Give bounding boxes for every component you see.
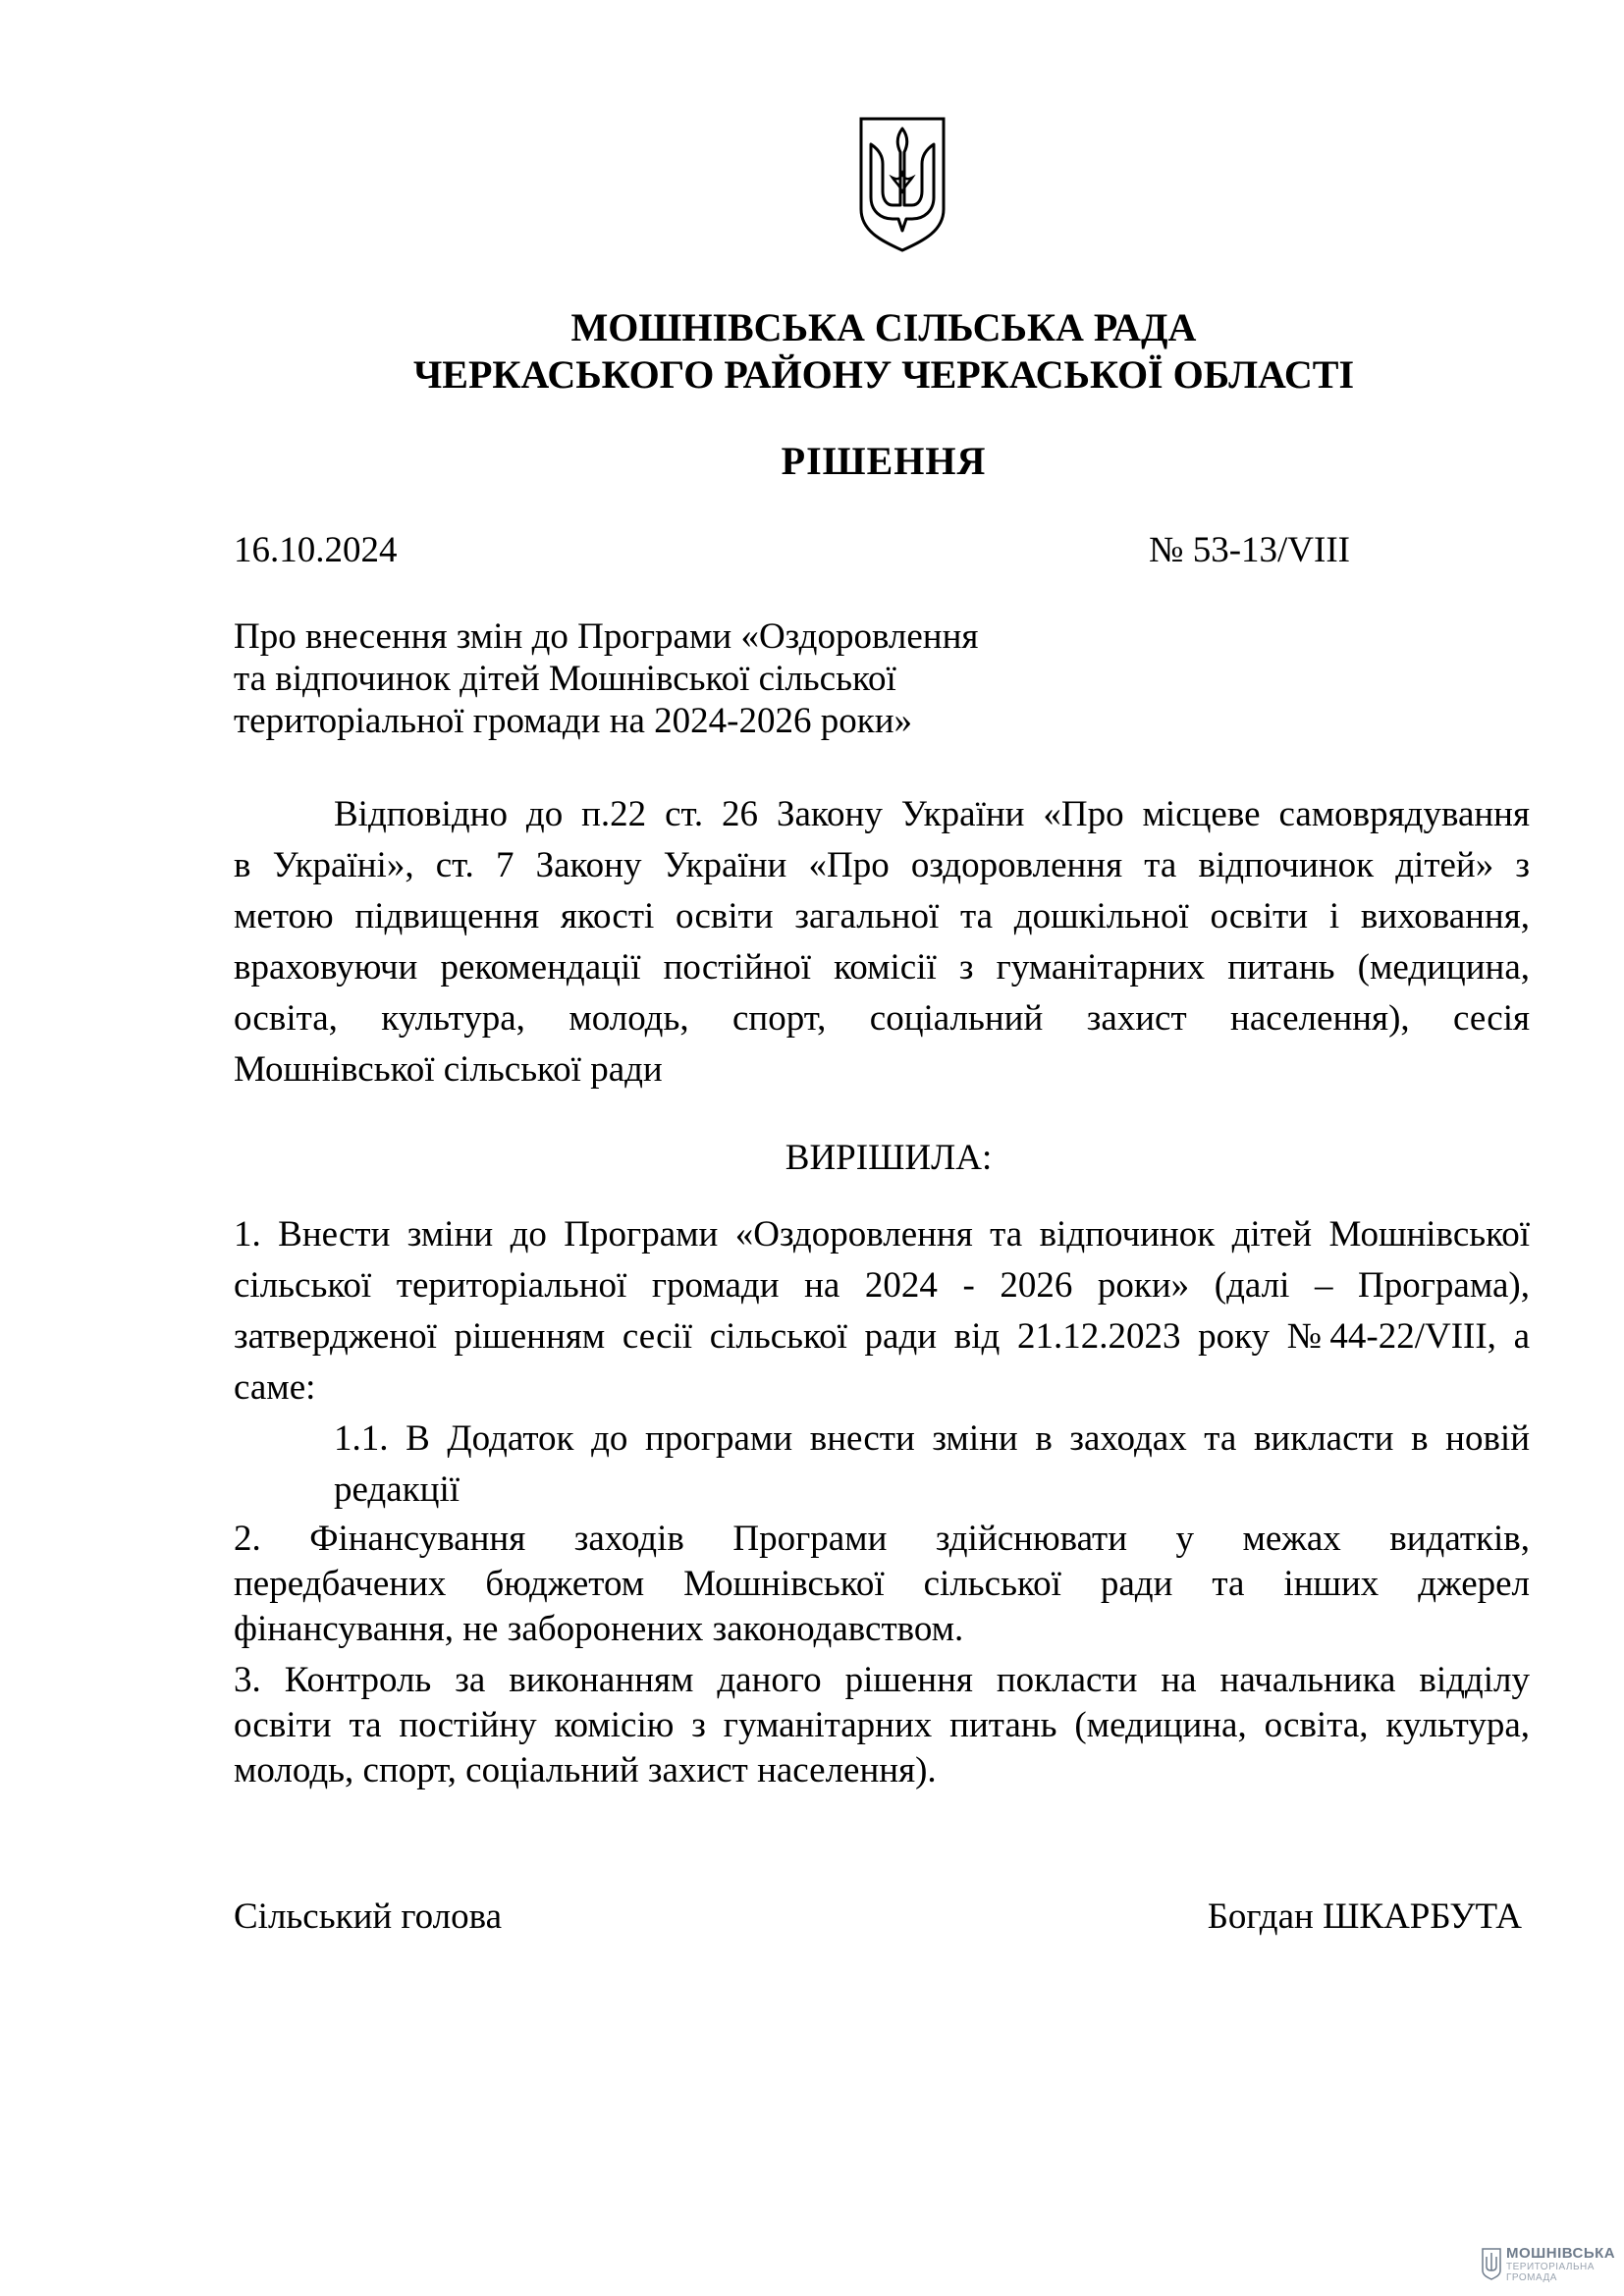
resolved-heading: ВИРІШИЛА: bbox=[785, 1138, 993, 1178]
preamble-line: Відповідно до п.22 ст. 26 Закону України «Про місцеве самоврядування bbox=[334, 794, 1530, 834]
decision-date: 16.10.2024 bbox=[234, 530, 398, 570]
item-1-line: сільської територіальної громади на 2024 - 2026 роки» (далі – Програма), bbox=[234, 1265, 1530, 1306]
ukraine-trident-emblem-icon bbox=[857, 115, 947, 254]
item-1-line: 1. Внести зміни до Програми «Оздоровлення та відпочинок дітей Мошнівської bbox=[234, 1214, 1530, 1255]
decision-subject bbox=[234, 615, 1117, 742]
preamble-line: в Україні», ст. 7 Закону України «Про оздоровлення та відпочинок дітей» з bbox=[234, 845, 1530, 885]
preamble-line: Мошнівської сільської ради bbox=[234, 1049, 663, 1090]
subject-line: територіальної громади на 2024-2026 роки» bbox=[234, 701, 913, 741]
decision-number: № 53-13/VIII bbox=[1149, 530, 1350, 570]
community-logo bbox=[1481, 2243, 1618, 2286]
subject-line: та відпочинок дітей Мошнівської сільської bbox=[234, 659, 896, 699]
item-2-line: фінансування, не заборонених законодавством. bbox=[234, 1609, 964, 1649]
item-3-line: освіти та постійну комісію з гуманітарних питань (медицина, освіта, культура, bbox=[234, 1705, 1530, 1745]
item-2-line: 2. Фінансування заходів Програми здійснювати у межах видатків, bbox=[234, 1519, 1530, 1559]
community-logo-icon bbox=[1481, 2247, 1502, 2280]
logo-subtitle-line: ГРОМАДА bbox=[1506, 2272, 1557, 2283]
signature-name: Богдан ШКАРБУТА bbox=[1207, 1896, 1522, 1937]
item-1-line: саме: bbox=[234, 1367, 316, 1408]
council-title: МОШНІВСЬКА СІЛЬСЬКА РАДА bbox=[570, 305, 1197, 349]
item-1-1-line: редакції bbox=[334, 1469, 460, 1510]
subject-line: Про внесення змін до Програми «Оздоровлення bbox=[234, 616, 979, 657]
preamble-line: метою підвищення якості освіти загальної та дошкільної освіти і виховання, bbox=[234, 896, 1530, 936]
item-1-1-line: 1.1. В Додаток до програми внести зміни в заходах та викласти в новій bbox=[334, 1418, 1530, 1459]
preamble-line: освіта, культура, молодь, спорт, соціальний захист населення), сесія bbox=[234, 998, 1530, 1039]
logo-title: МОШНІВСЬКА bbox=[1506, 2245, 1616, 2262]
item-3-line: 3. Контроль за виконанням даного рішення покласти на начальника відділу bbox=[234, 1660, 1530, 1700]
district-title: ЧЕРКАСЬКОГО РАЙОНУ ЧЕРКАСЬКОЇ ОБЛАСТІ bbox=[412, 352, 1355, 397]
preamble-line: враховуючи рекомендації постійної комісії з гуманітарних питань (медицина, bbox=[234, 947, 1530, 988]
logo-subtitle-line: ТЕРИТОРІАЛЬНА bbox=[1506, 2262, 1595, 2272]
signature-position: Сільський голова bbox=[234, 1896, 503, 1937]
item-1-line: затвердженої рішенням сесії сільської ради від 21.12.2023 року №44-22/VIII, а bbox=[234, 1316, 1530, 1357]
document-type: РІШЕННЯ bbox=[781, 439, 987, 483]
item-3-line: молодь, спорт, соціальний захист населення). bbox=[234, 1750, 937, 1790]
logo-subtitle bbox=[1506, 2262, 1595, 2283]
item-2-line: передбачених бюджетом Мошнівської сільської ради та інших джерел bbox=[234, 1564, 1530, 1604]
